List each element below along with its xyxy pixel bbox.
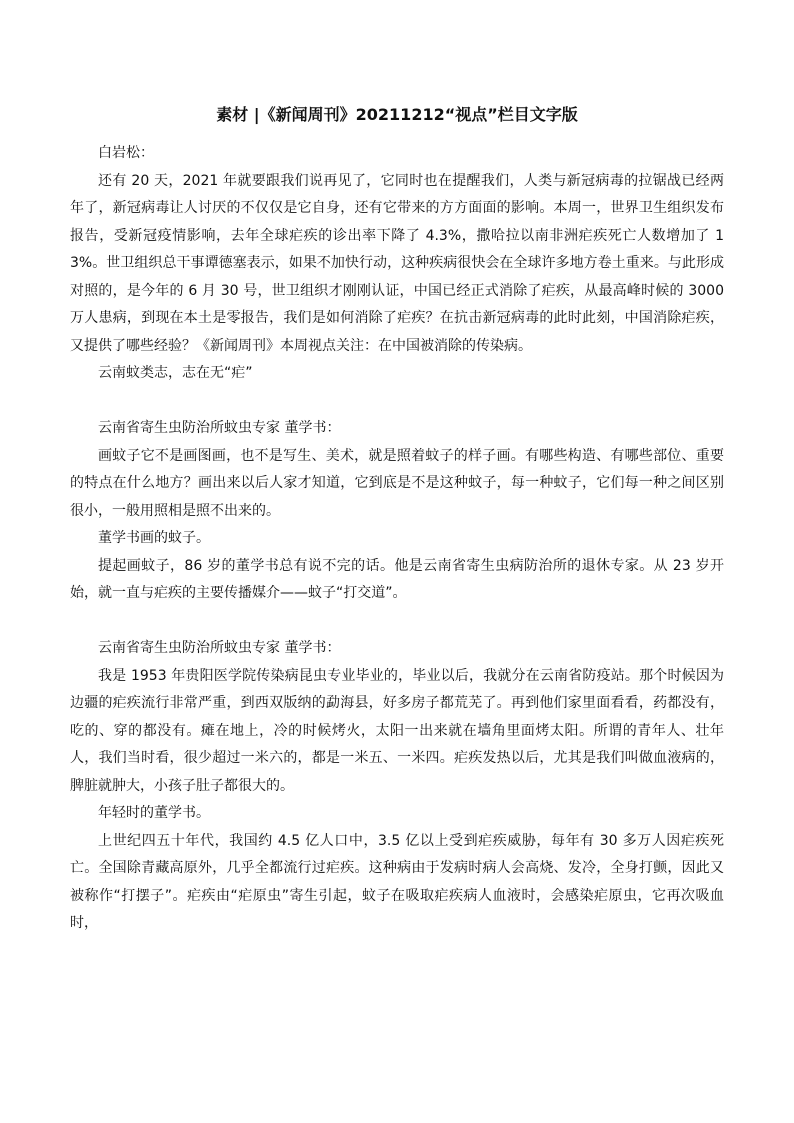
paragraph: 画蚊子它不是画图画，也不是写生、美术，就是照着蚊子的样子画。有哪些构造、有哪些部位、重要的特点在什么地方？画出来以后人家才知道，它到底是不是这种蚊子，每一种蚊子，它们每一种之间区别很小，一般用照相是照不出来的。 <box>70 447 724 519</box>
document-body <box>70 140 724 938</box>
caption: 年轻时的董学书。 <box>98 805 210 821</box>
paragraph: 上世纪四五十年代，我国约 4.5 亿人口中，3.5 亿以上受到疟疾威胁，每年有 30 多万人因疟疾死亡。全国除青藏高原外，几乎全都流行过疟疾。这种病由于发病时病人会高烧、发冷，全身打颤，因此又被称作“打摆子”。疟疾由“疟原虫”寄生引起，蚊子在吸取疟疾病人血液时，会感染疟原虫，它再次吸血时， <box>70 832 724 931</box>
paragraph: 还有 20 天，2021 年就要跟我们说再见了，它同时也在提醒我们，人类与新冠病毒的拉锯战已经两年了，新冠病毒让人讨厌的不仅仅是它自身，还有它带来的方方面面的影响。本周一，世界卫生组织发布报告，受新冠疫情影响，去年全球疟疾的诊出率下降了 4.3%，撒哈拉以南非洲疟疾死亡人数增加了 13%。世卫组织总干事谭德塞表示，如果不加快行动，这种疾病很快会在全球许多地方卷土重来。与此形成对照的，是今年的 6 月 30 号，世卫组织才刚刚认证，中国已经正式消除了疟疾，从最高峰时候的 3000 万人患病，到现在本土是零报告，我们是如何消除了疟疾？在抗击新冠病毒的此时此刻，中国消除疟疾，又提供了哪些经验？《新闻周刊》本周视点关注：在中国被消除的传染病。 <box>70 172 724 354</box>
paragraph-gap <box>70 388 724 416</box>
speaker-label: 云南省寄生虫防治所蚊虫专家 董学书： <box>98 420 341 436</box>
paragraph: 我是 1953 年贵阳医学院传染病昆虫专业毕业的，毕业以后，我就分在云南省防疫站。那个时候因为边疆的疟疾流行非常严重，到西双版纳的勐海县，好多房子都荒芜了。再到他们家里面看看，药都没有，吃的、穿的都没有。瘫在地上，冷的时候烤火，太阳一出来就在墙角里面烤太阳。所谓的青年人、壮年人，我们当时看，很少超过一米六的，都是一米五、一米四。疟疾发热以后，尤其是我们叫做血液病的，脾脏就肿大，小孩子肚子都很大的。 <box>70 667 724 794</box>
section-heading: 云南蚊类志，志在无“疟” <box>98 365 253 381</box>
document-title: 素材 |《新闻周刊》20211212“视点”栏目文字版 <box>216 105 578 124</box>
speaker-label: 云南省寄生虫防治所蚊虫专家 董学书： <box>98 640 341 656</box>
paragraph-gap <box>70 608 724 636</box>
speaker-label: 白岩松： <box>98 145 154 161</box>
paragraph: 提起画蚊子，86 岁的董学书总有说不完的话。他是云南省寄生虫病防治所的退休专家。从 23 岁开始，就一直与疟疾的主要传播媒介——蚊子“打交道”。 <box>70 557 724 601</box>
caption: 董学书画的蚊子。 <box>98 530 210 546</box>
